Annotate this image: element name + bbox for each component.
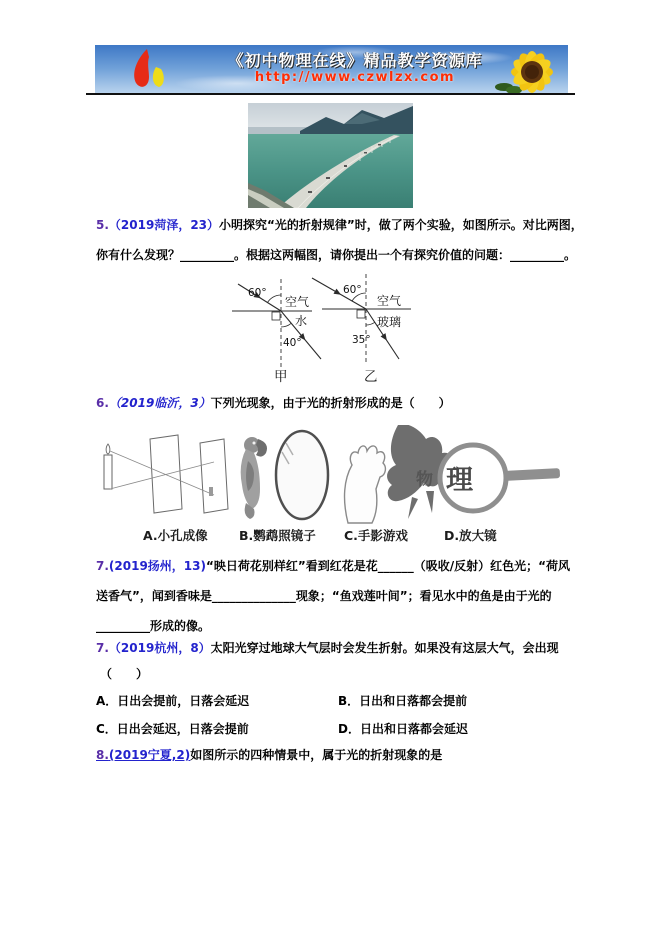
question-5-line-2 [96,246,576,263]
incident-arrow-yi [334,289,343,298]
question-5-text-2: 你有什么发现？_________。根据这两幅图，请你提出一个有探究价值的问题：_________。 [96,248,577,262]
question-8-line [96,746,442,763]
magnifier-text-inside: 理 [446,465,473,496]
hand-shadow-figure [345,425,453,523]
question-7a-line-2 [96,587,552,604]
site-title: 《初中物理在线》精品教学资源库 [227,51,483,70]
sea-bridge-photo [248,103,413,208]
question-7a-number: 7. [96,559,109,573]
site-banner [95,45,568,93]
question-7a-line-3 [96,617,210,634]
question-5-text-1: 小明探究“光的折射规律”时，做了两个实验，如图所示。对比两图， [219,218,583,232]
option-c-text: C．日出会延迟，日落会提前 [96,722,249,736]
question-7a-text-2: 送香气”，闻到香味是______________现象；“鱼戏莲叶间”；看见水中的鱼是由于光的 [96,589,552,603]
question-7b-option-a [96,692,249,709]
question-7b-option-c [96,720,249,737]
pinhole-imaging-figure [104,435,228,513]
question-7b-source: （2019杭州，8） [108,641,211,655]
question-6-illustrations [96,425,566,525]
question-5-source: （2019菏泽，23） [108,218,220,232]
question-7b-bracket-text: （ ） [100,667,149,681]
option-c-label: C.手影游戏 [344,528,408,543]
yi-incident-angle: 60° [343,284,362,296]
question-6-source: （2019临沂，3） [108,396,211,410]
refracted-arrow-yi [381,333,390,342]
question-7b-text-1: 太阳光穿过地球大气层时会发生折射。如果没有这层大气，会出现 [210,641,559,655]
option-b-label: B.鹦鹉照镜子 [239,528,316,543]
jia-refracted-angle: 40° [283,337,302,349]
banner-divider [86,93,575,95]
yi-caption: 乙 [364,369,378,385]
question-7a-text-1: “映日荷花别样红”看到红花是花______（吸收/反射）红色光；“荷风 [206,559,571,573]
question-6-text: 下列光现象，由于光的折射形成的是（ ） [210,396,451,410]
yi-refracted-angle: 35° [352,334,371,346]
jia-caption: 甲 [274,369,288,385]
question-7a-text-3: _________形成的像。 [96,619,211,633]
question-6-number: 6. [96,396,109,410]
question-5-line-1 [96,216,583,233]
question-5-number: 5. [96,218,109,232]
question-7b-line-1 [96,639,559,656]
yi-medium-bottom: 玻璃 [377,315,402,329]
question-7b-option-d [338,720,468,737]
site-logo-icon [123,47,183,93]
question-7b-number: 7. [96,641,109,655]
question-7a-source: (2019扬州，13) [108,559,206,573]
question-8-source: (2019宁夏,2) [108,748,191,762]
option-a-text: A．日出会提前，日落会延迟 [96,694,250,708]
question-8-number: 8. [96,748,109,762]
option-b-text: B．日出和日落都会提前 [338,694,468,708]
yi-medium-top: 空气 [377,294,402,308]
jia-medium-bottom: 水 [295,314,308,328]
sunflower-icon [486,49,566,93]
question-7b-bracket [100,665,148,682]
question-8-text: 如图所示的四种情景中，属于光的折射现象的是 [190,748,443,762]
question-6-line [96,394,451,411]
option-d-label: D.放大镜 [444,528,497,543]
jia-incident-angle: 60° [248,287,267,299]
magnifier-text-outside: 物 [416,470,433,490]
jia-medium-top: 空气 [285,295,310,309]
refraction-diagram [225,268,460,388]
question-7a-line-1 [96,557,570,574]
question-7b-option-b [338,692,467,709]
site-url: http://www.czwlzx.com [254,70,456,85]
option-a-label: A.小孔成像 [143,528,208,543]
option-d-text: D．日出和日落都会延迟 [338,722,468,736]
